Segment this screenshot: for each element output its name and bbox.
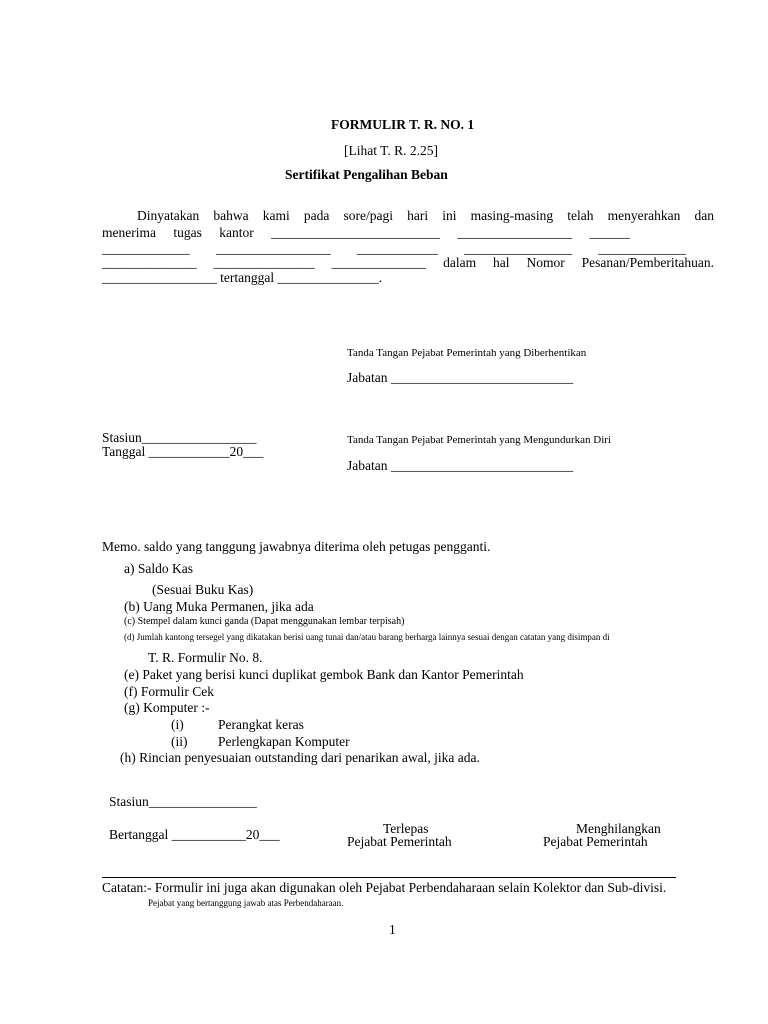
position-field-1: Jabatan ___________________________: [347, 370, 574, 385]
memo-item-g-i: Perangkat keras: [218, 717, 304, 732]
memo-item-g-ii-number: (ii): [171, 734, 188, 749]
lost-official-label: Menghilangkan: [576, 821, 661, 836]
statement-line: Dinyatakan bahwa kami pada sore/pagi hari ini masing-masing telah menyerahkan dan: [137, 208, 714, 223]
station-field: Stasiun_________________: [102, 430, 257, 445]
memo-item-c: (c) Stempel dalam kunci ganda (Dapat menggunakan lembar terpisah): [124, 616, 405, 627]
note-line-2: Pejabat yang bertanggung jawab atas Perbendaharaan.: [148, 898, 344, 908]
lost-official-label-2: Pejabat Pemerintah: [543, 834, 648, 849]
position-field-2: Jabatan ___________________________: [347, 458, 574, 473]
memo-item-f: (f) Formulir Cek: [124, 684, 214, 699]
statement-line: ______________ _______________ ______________ dalam hal Nomor Pesanan/Pemberitahuan.: [102, 255, 714, 270]
form-subtitle: Sertifikat Pengalihan Beban: [285, 167, 448, 182]
memo-item-g-ii: Perlengkapan Komputer: [218, 734, 350, 749]
date-field: Tanggal ____________20___: [102, 444, 264, 459]
memo-item-e: (e) Paket yang berisi kunci duplikat gembok Bank dan Kantor Pemerintah: [124, 667, 524, 682]
memo-item-d-cont: T. R. Formulir No. 8.: [148, 650, 263, 665]
divider-line: [102, 877, 676, 878]
memo-item-h: (h) Rincian penyesuaian outstanding dari penarikan awal, jika ada.: [120, 750, 480, 765]
released-official-label-2: Pejabat Pemerintah: [347, 834, 452, 849]
dismissed-official-signature-label: Tanda Tangan Pejabat Pemerintah yang Diberhentikan: [347, 347, 587, 359]
footer-dated-field: Bertanggal ___________20___: [109, 827, 280, 842]
footer-station-field: Stasiun________________: [109, 794, 257, 809]
memo-item-b: (b) Uang Muka Permanen, jika ada: [124, 599, 314, 614]
statement-line: _____________ _________________ ____________ ________________ _____________: [102, 241, 686, 256]
memo-heading: Memo. saldo yang tanggung jawabnya diterima oleh petugas pengganti.: [102, 539, 491, 554]
resigning-official-signature-label: Tanda Tangan Pejabat Pemerintah yang Mengundurkan Diri: [347, 434, 612, 446]
form-reference: [Lihat T. R. 2.25]: [344, 143, 438, 158]
memo-item-a-sub: (Sesuai Buku Kas): [152, 582, 254, 597]
memo-item-d: (d) Jumlah kantong tersegel yang dikatakan berisi uang tunai dan/atau barang berharga lainnya sesuai dengan catatan yang disimpan di: [124, 632, 610, 642]
statement-line: _________________ tertanggal _______________.: [102, 270, 383, 285]
memo-item-g-i-number: (i): [171, 717, 184, 732]
page-number: 1: [389, 922, 396, 937]
released-official-label: Terlepas: [383, 821, 429, 836]
memo-item-g: (g) Komputer :-: [124, 700, 210, 715]
note-line-1: Catatan:- Formulir ini juga akan digunakan oleh Pejabat Perbendaharaan selain Kolektor dan Sub-divisi.: [102, 880, 667, 895]
form-title: FORMULIR T. R. NO. 1: [331, 117, 475, 132]
memo-item-a: a) Saldo Kas: [124, 561, 193, 576]
statement-line: menerima tugas kantor _________________________ _________________ ______: [102, 225, 630, 240]
